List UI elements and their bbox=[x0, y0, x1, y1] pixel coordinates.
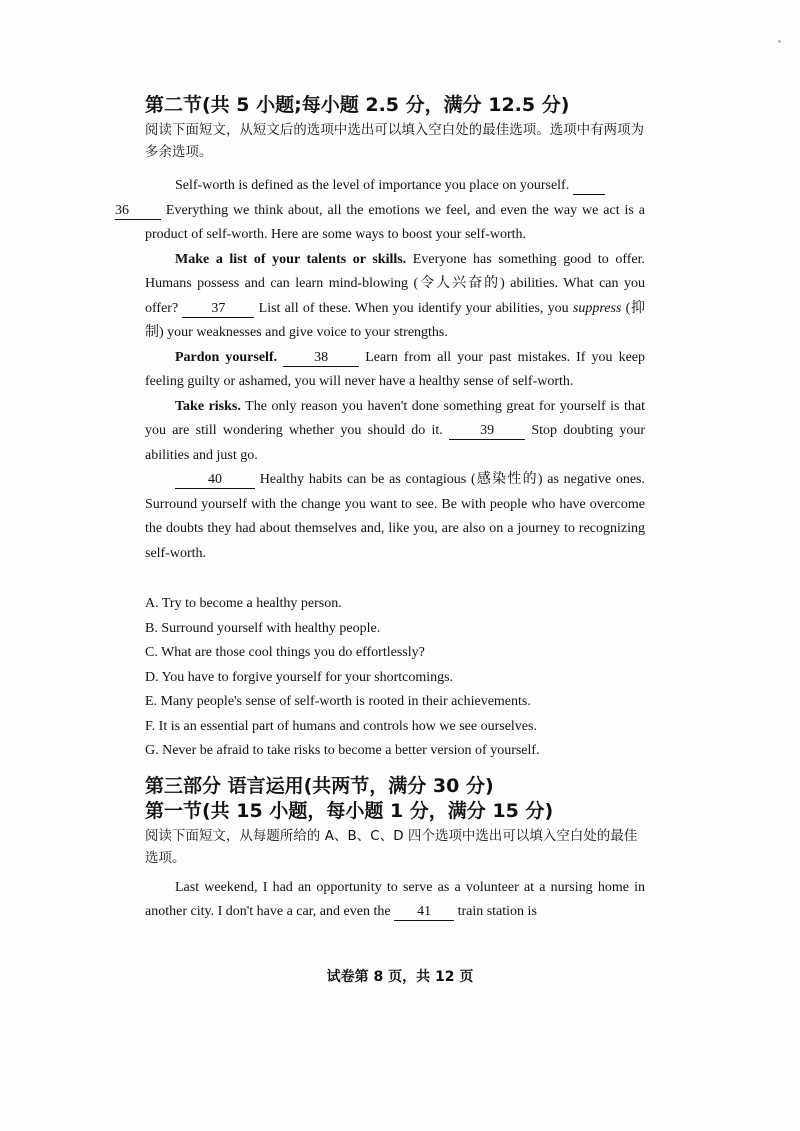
p4-lead: Take risks. bbox=[175, 398, 241, 414]
passage-paragraph-4 bbox=[145, 395, 645, 469]
p2-lead: Make a list of your talents or skills. bbox=[175, 251, 407, 267]
blank-36: 36 bbox=[115, 203, 161, 220]
blank-36-lead bbox=[573, 178, 605, 195]
passage bbox=[115, 174, 646, 566]
option-a: A. Try to become a healthy person. bbox=[145, 596, 342, 611]
blank-39: 39 bbox=[449, 423, 525, 440]
passage-paragraph-5 bbox=[145, 468, 645, 566]
part3-text2: train station is bbox=[457, 904, 537, 919]
p4-text2: Stop doubting your abilities and just go. bbox=[145, 423, 645, 463]
section2-heading: 第二节(共 5 小题;每小题 2.5 分，满分 12.5 分) bbox=[145, 94, 570, 116]
part3-instructions: 阅读下面短文，从每题所给的 A、B、C、D 四个选项中选出可以填入空白处的最佳选项。 bbox=[145, 828, 638, 866]
p2-italic-word: suppress bbox=[572, 300, 622, 316]
blank-40: 40 bbox=[175, 472, 255, 489]
p1-after: Everything we think about, all the emotions we feel, and even the way we act is a product of self-worth. Here are some ways to boost your self-worth. bbox=[145, 202, 645, 242]
answer-options bbox=[145, 592, 645, 764]
blank-38: 38 bbox=[283, 350, 359, 367]
blank-41: 41 bbox=[394, 904, 454, 921]
part3-heading: 第三部分 语言运用(共两节，满分 30 分) bbox=[145, 774, 494, 797]
passage-paragraph-1 bbox=[115, 174, 645, 248]
part3 bbox=[145, 774, 645, 925]
part3-text1: Last weekend, I had an opportunity to serve as a volunteer at a nursing home in another city. I don't have a car, and even the bbox=[145, 879, 645, 919]
passage-paragraph-2 bbox=[145, 248, 645, 346]
p3-text: Learn from all your past mistakes. If you keep feeling guilty or ashamed, you will never have a healthy sense of self-worth. bbox=[145, 349, 645, 389]
option-c: C. What are those cool things you do effortlessly? bbox=[145, 645, 425, 660]
p4-text1: The only reason you haven't done something great for yourself is that you are still wondering whether you should do it. bbox=[145, 398, 646, 438]
p2-text3: (抑制) your weaknesses and give voice to your strengths. bbox=[145, 300, 646, 340]
p2-text1: Everyone has something good to offer. Humans possess and can learn mind-blowing (令人兴奋的) abilities. What can you offer? bbox=[145, 251, 645, 316]
option-e: E. Many people's sense of self-worth is rooted in their achievements. bbox=[145, 694, 531, 709]
page-footer: 试卷第 8 页，共 12 页 bbox=[326, 969, 474, 985]
p3-lead: Pardon yourself. bbox=[175, 349, 278, 365]
section2-instructions: 阅读下面短文，从短文后的选项中选出可以填入空白处的最佳选项。选项中有两项为多余选项。 bbox=[145, 123, 645, 160]
option-d: D. You have to forgive yourself for your shortcomings. bbox=[145, 669, 454, 685]
scan-speck bbox=[778, 40, 781, 43]
p2-text2: List all of these. When you identify your abilities, you bbox=[258, 300, 569, 316]
p1-before: Self-worth is defined as the level of importance you place on yourself. bbox=[175, 178, 570, 193]
part3-paragraph-1 bbox=[145, 876, 645, 925]
p5-text: Healthy habits can be as contagious (感染性的) as negative ones. Surround yourself with the change you want to see. Be with people who have overcome the doubts they had about themselves and, like you, are also on a journey to recognizing self-worth. bbox=[145, 472, 645, 561]
option-g: G. Never be afraid to take risks to become a better version of yourself. bbox=[145, 743, 540, 758]
part3-subheading: 第一节(共 15 小题，每小题 1 分，满分 15 分) bbox=[145, 799, 554, 822]
passage-paragraph-3 bbox=[145, 346, 645, 395]
page-content bbox=[115, 92, 646, 925]
blank-37: 37 bbox=[182, 301, 254, 318]
option-b: B. Surround yourself with healthy people. bbox=[145, 620, 381, 636]
option-f: F. It is an essential part of humans and controls how we see ourselves. bbox=[145, 718, 537, 734]
